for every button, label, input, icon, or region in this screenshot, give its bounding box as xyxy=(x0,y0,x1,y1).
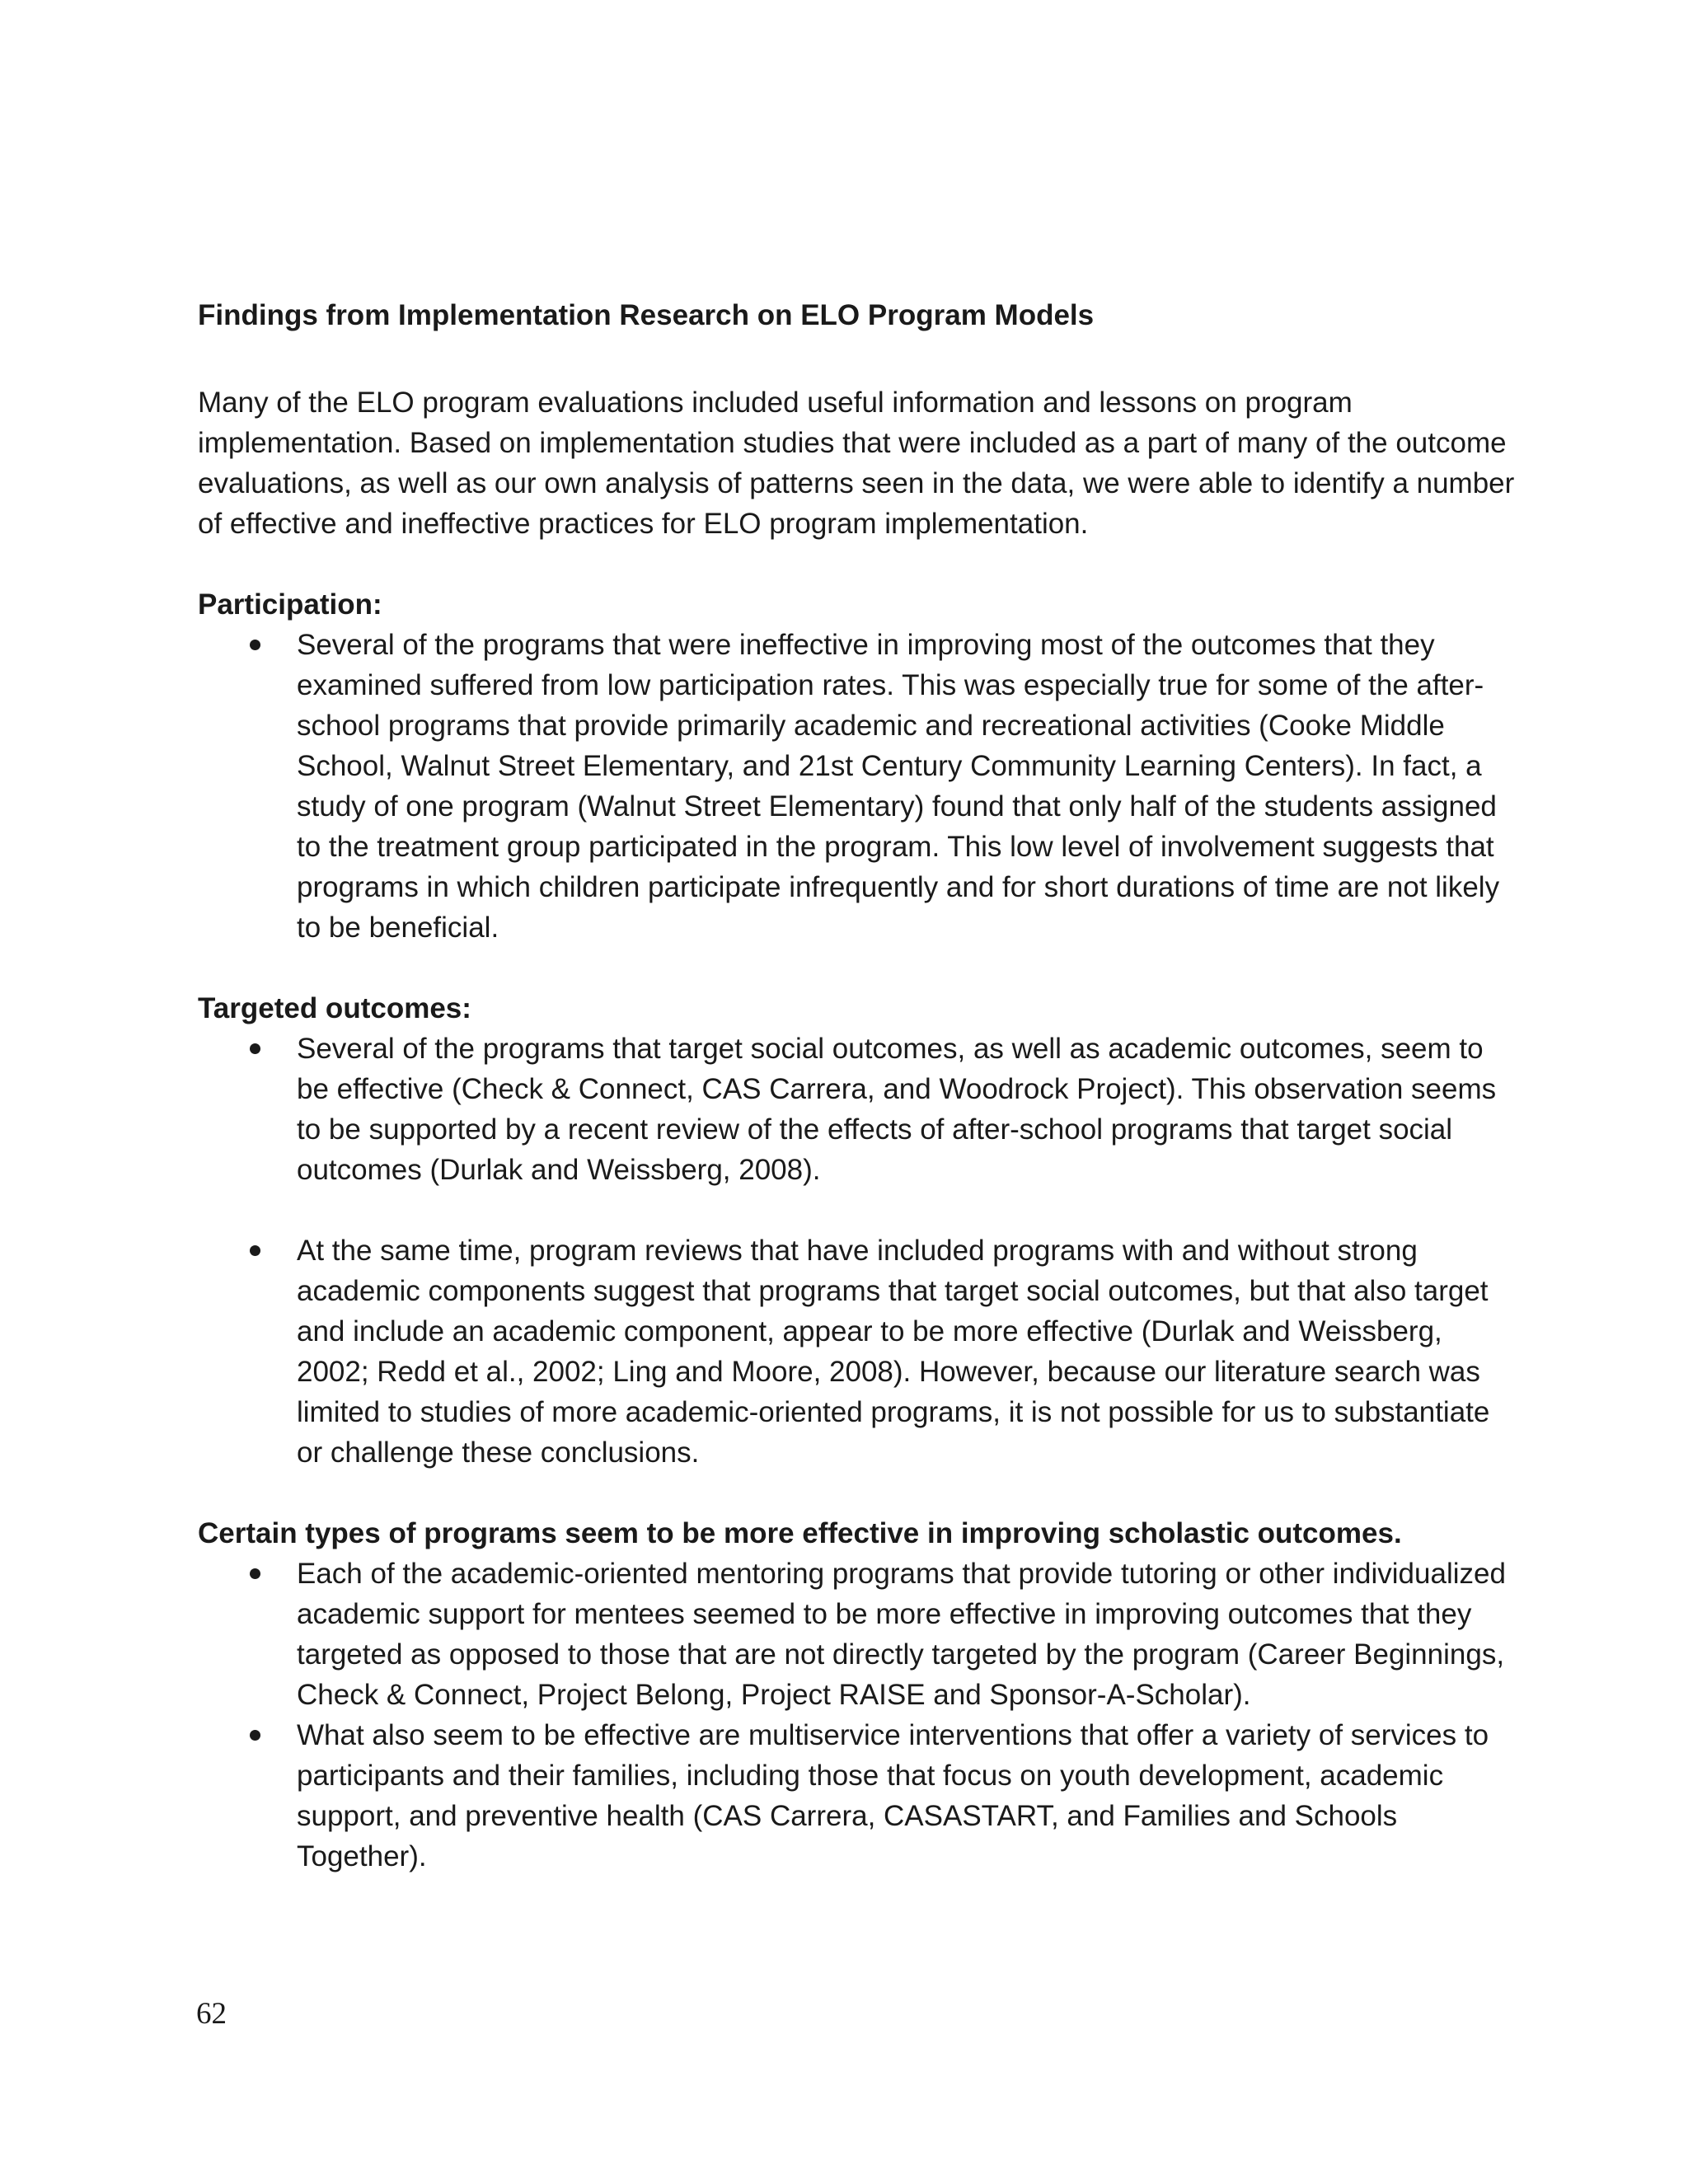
list-item xyxy=(198,1230,1517,1473)
targeted-outcomes-list xyxy=(198,1029,1517,1473)
bullet-icon xyxy=(250,1043,260,1054)
page-title: Findings from Implementation Research on ELO Program Models xyxy=(198,299,1095,331)
list-item-text: Each of the academic-oriented mentoring programs that provide tutoring or other individualized academic support for mentees seemed to be more effective in improving outcomes that they targeted as opposed to those that are not directly targeted by the program (Career Beginnings, Check & Connect, Project Belong, Project RAISE and Sponsor-A-Scholar). xyxy=(297,1558,1506,1711)
list-item xyxy=(198,625,1517,948)
page-number: 62 xyxy=(196,1997,227,2031)
bullet-icon xyxy=(250,640,260,650)
list-item-text: Several of the programs that were ineffective in improving most of the outcomes that they examined suffered from low participation rates. This was especially true for some of the after-school programs that provide primarily academic and recreational activities (Cooke Middle School, Walnut Street Elementary, and 21st Century Community Learning Centers). In fact, a study of one program (Walnut Street Elementary) found that only half of the students assigned to the treatment group participated in the program. This low level of involvement suggests that programs in which children participate infrequently and for short durations of time are not likely to be beneficial. xyxy=(297,629,1500,944)
participation-list xyxy=(198,625,1517,948)
list-item xyxy=(198,1029,1517,1190)
list-item xyxy=(198,1715,1517,1877)
bullet-icon xyxy=(250,1730,260,1741)
bullet-icon xyxy=(250,1245,260,1256)
section-title-scholastic-outcomes: Certain types of programs seem to be more effective in improving scholastic outcomes. xyxy=(198,1517,1402,1549)
bullet-icon xyxy=(250,1568,260,1579)
scholastic-outcomes-list xyxy=(198,1554,1517,1877)
list-item-text: What also seem to be effective are multiservice interventions that offer a variety of services to participants and their families, including those that focus on youth development, academic support, and preventive health (CAS Carrera, CASASTART, and Families and Schools Together). xyxy=(297,1719,1489,1872)
list-item-text: At the same time, program reviews that have included programs with and without strong academic components suggest that programs that target social outcomes, but that also target and include an academic component, appear to be more effective (Durlak and Weissberg, 2002; Redd et al., 2002; Ling and Moore, 2008). However, because our literature search was limited to studies of more academic-oriented programs, it is not possible for us to substantiate or challenge these conclusions. xyxy=(297,1235,1490,1469)
list-item-text: Several of the programs that target social outcomes, as well as academic outcomes, seem to be effective (Check & Connect, CAS Carrera, and Woodrock Project). This observation seems to be supported by a recent review of the effects of after-school programs that target social outcomes (Durlak and Weissberg, 2008). xyxy=(297,1033,1497,1186)
section-title-participation: Participation: xyxy=(198,588,382,621)
page-content xyxy=(198,295,1517,1917)
list-item xyxy=(198,1554,1517,1715)
intro-paragraph: Many of the ELO program evaluations included useful information and lessons on program implementation. Based on implementation studies that were included as a part of many of the outcome evaluations, as well as our own analysis of patterns seen in the data, we were able to identify a number of effective and ineffective practices for ELO program implementation. xyxy=(198,387,1515,540)
section-title-targeted-outcomes: Targeted outcomes: xyxy=(198,992,471,1024)
